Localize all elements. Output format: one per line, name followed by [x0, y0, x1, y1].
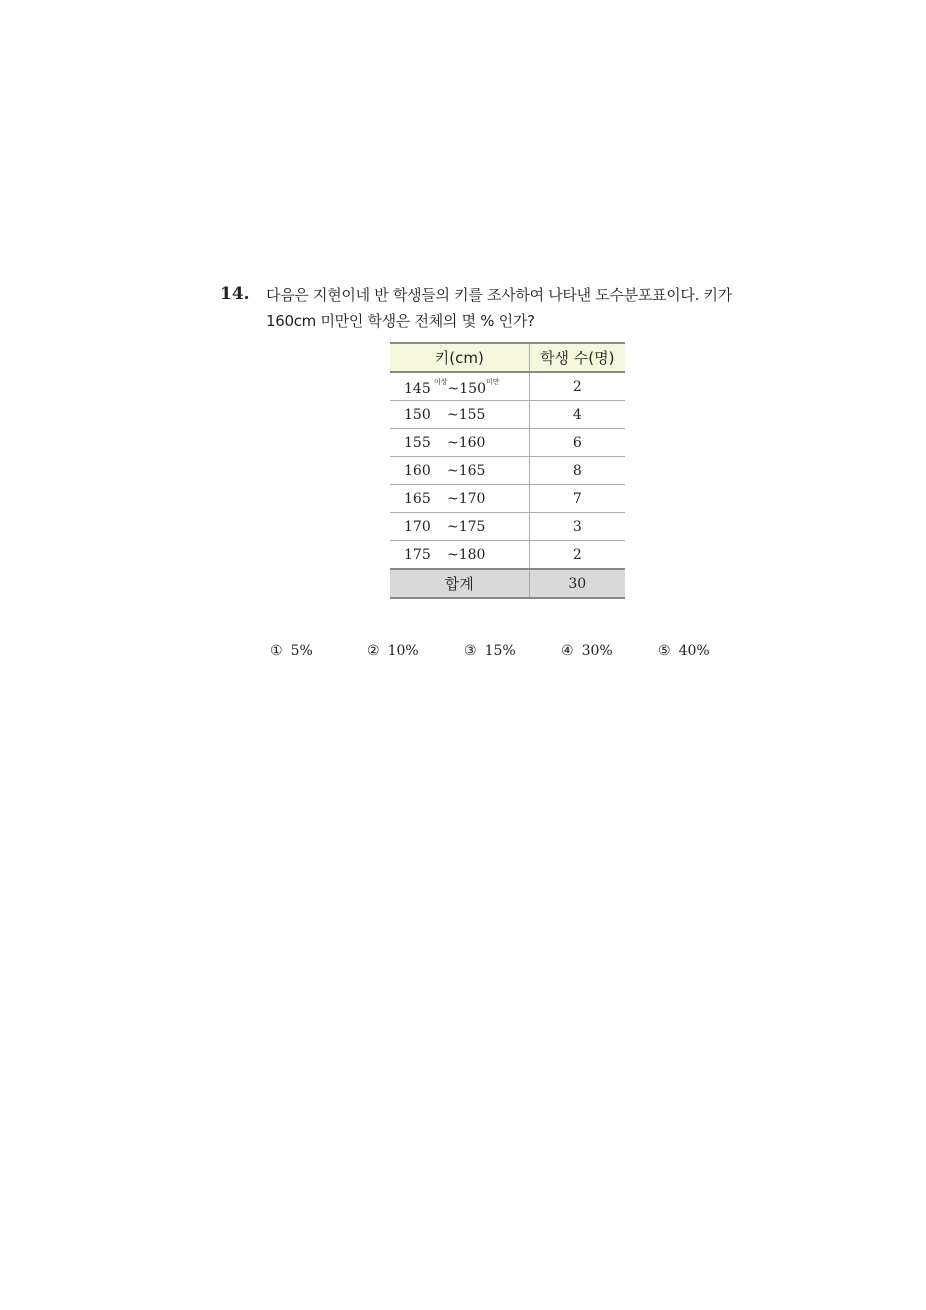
table-row [390, 485, 625, 513]
sup-below: 미만 [485, 377, 500, 386]
student-count: 6 [529, 429, 625, 457]
range-low: 175 [404, 546, 431, 563]
table-row [390, 541, 625, 570]
choice-text: 40% [678, 643, 710, 659]
range-low: 155 [404, 434, 431, 451]
height-range [390, 372, 529, 401]
choice-5[interactable] [658, 643, 710, 659]
range-high: ~155 [447, 406, 486, 423]
student-count: 3 [529, 513, 625, 541]
table-row [390, 372, 625, 401]
student-count: 7 [529, 485, 625, 513]
choice-3[interactable] [464, 643, 516, 659]
total-value: 30 [529, 569, 625, 598]
height-range [390, 457, 529, 485]
choice-number: ④ [561, 643, 574, 659]
choice-number: ① [270, 643, 283, 659]
header-student-count: 학생 수(명) [529, 343, 625, 372]
range-low: 150 [404, 406, 431, 423]
range-high: ~180 [447, 546, 486, 563]
total-label: 합계 [390, 569, 529, 598]
header-height: 키(cm) [390, 343, 529, 372]
table-row [390, 429, 625, 457]
choice-text: 15% [484, 643, 516, 659]
choice-number: ② [367, 643, 380, 659]
choice-text: 5% [290, 643, 313, 659]
student-count: 2 [529, 541, 625, 570]
height-range [390, 429, 529, 457]
question-number: 14. [220, 284, 250, 304]
table-total-row [390, 569, 625, 598]
range-high: ~175 [447, 518, 486, 535]
choice-4[interactable] [561, 643, 613, 659]
height-range [390, 401, 529, 429]
student-count: 2 [529, 372, 625, 401]
range-high: ~165 [447, 462, 486, 479]
choice-text: 10% [387, 643, 419, 659]
table-row [390, 401, 625, 429]
choice-number: ③ [464, 643, 477, 659]
choice-text: 30% [581, 643, 613, 659]
choice-number: ⑤ [658, 643, 671, 659]
question-text [266, 282, 786, 334]
table-header-row [390, 343, 625, 372]
range-high: ~170 [447, 490, 486, 507]
range-high: ~150 [447, 380, 486, 397]
frequency-table [390, 342, 625, 599]
range-low: 145 [404, 380, 431, 397]
student-count: 4 [529, 401, 625, 429]
student-count: 8 [529, 457, 625, 485]
range-low: 160 [404, 462, 431, 479]
height-range [390, 541, 529, 570]
question-text-line-1: 다음은 지현이네 반 학생들의 키를 조사하여 나타낸 도수분포표이다. 키가 [266, 286, 732, 304]
table-row [390, 457, 625, 485]
choice-1[interactable] [270, 643, 313, 659]
question-text-line-2: 160cm 미만인 학생은 전체의 몇 % 인가? [266, 312, 535, 330]
table-row [390, 513, 625, 541]
range-low: 165 [404, 490, 431, 507]
range-high: ~160 [447, 434, 486, 451]
choice-2[interactable] [367, 643, 419, 659]
height-range [390, 485, 529, 513]
height-range [390, 513, 529, 541]
sup-above: 이상 [434, 377, 448, 386]
range-low: 170 [404, 518, 431, 535]
